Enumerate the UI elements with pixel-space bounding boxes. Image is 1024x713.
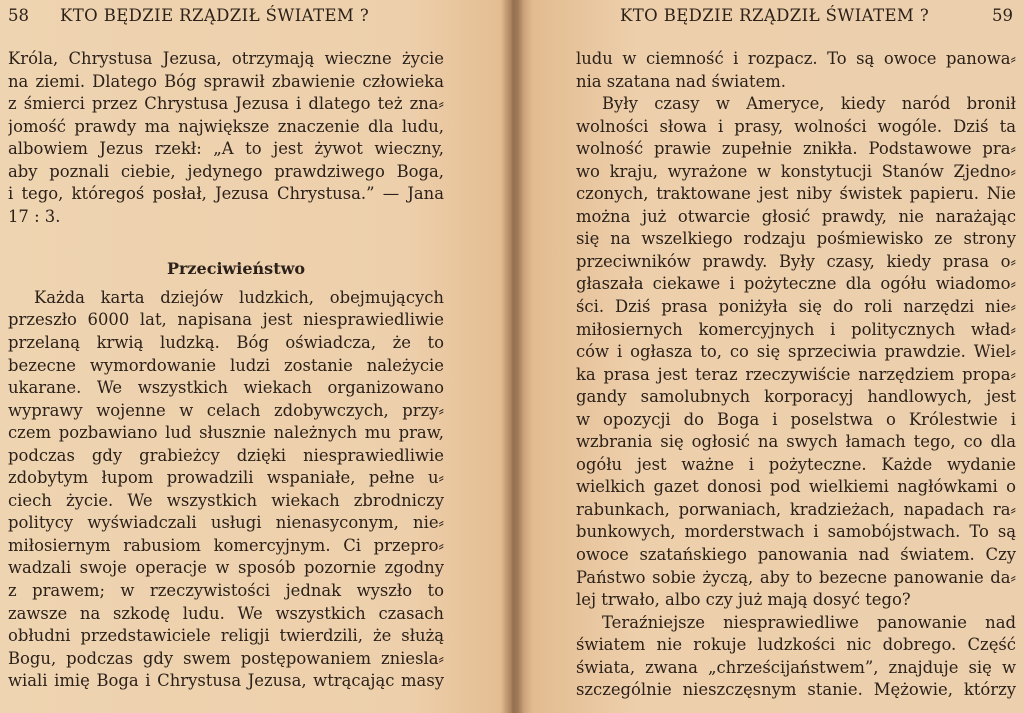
running-head-right: KTO BĘDZIE RZĄDZIŁ ŚWIATEM ? bbox=[620, 6, 930, 25]
right-page-body bbox=[576, 48, 1016, 702]
text-line: Były czasy w Ameryce, kiedy naród bronił bbox=[602, 94, 1016, 114]
text-line: czem pozbawiano lud słusznie należnych mu praw, bbox=[8, 423, 444, 443]
text-line: wiali imię Boga i Chrystusa Jezusa, wtrącając masy bbox=[8, 671, 444, 691]
text-line: przelaną krwią ludzką. Bóg oświadcza, że to bbox=[8, 333, 444, 353]
text-line: i tego, któregoś posłał, Jezusa Chrystusa.” — Jana bbox=[8, 184, 444, 204]
left-paragraph-1 bbox=[8, 48, 444, 228]
text-line: ukarane. We wszystkich wiekach organizowano bbox=[8, 378, 444, 398]
text-line: ka prasa jest teraz rzeczywiście narzędziem propa⸗ bbox=[576, 364, 1016, 384]
text-line: jomość prawdy ma największe znaczenie dla ludu, bbox=[8, 116, 444, 136]
right-paragraph-3 bbox=[576, 612, 1016, 702]
text-line: przeszło 6000 lat, napisana jest niesprawiedliwie bbox=[8, 310, 444, 330]
text-line: ogółu jest ważne i pożyteczne. Każde wydanie bbox=[576, 454, 1016, 474]
text-line: w opozycji do Boga i poselstwa o Królestwie i bbox=[576, 409, 1016, 429]
text-line: bunkowych, morderstwach i samobójstwach. To są bbox=[576, 522, 1016, 542]
right-page bbox=[516, 0, 1024, 713]
text-line: zawsze na szkodę ludu. We wszystkich czasach bbox=[8, 603, 444, 623]
text-line: lej trwało, albo czy już mają dosyć tego? bbox=[576, 590, 911, 610]
text-line: rabunkach, porwaniach, kradzieżach, napadach ra⸗ bbox=[576, 499, 1016, 519]
right-paragraph-1 bbox=[576, 48, 1016, 93]
text-line: wolności słowa i prasy, wolności wogóle. Dziś ta bbox=[576, 116, 1016, 136]
text-line: ców i ogłasza to, co się sprzeciwia prawdzie. Wiel⸗ bbox=[576, 342, 1016, 362]
text-line: bezecne wymordowanie ludzi zostanie należycie bbox=[8, 355, 444, 375]
text-line: miłosiernych komercyjnych i politycznych wład⸗ bbox=[576, 319, 1016, 339]
text-line: można już otwarcie głosić prawdy, nie narażając bbox=[576, 206, 1016, 226]
text-line: wyprawy wojenne w celach zdobywczych, przy⸗ bbox=[8, 400, 444, 420]
text-line: światem nie rokuje ludzkości nic dobrego. Część bbox=[576, 635, 1016, 655]
text-line: aby poznali ciebie, jedynego prawdziwego Boga, bbox=[8, 161, 444, 181]
running-head-left: KTO BĘDZIE RZĄDZIŁ ŚWIATEM ? bbox=[60, 6, 370, 25]
text-line: wielkich gazet donosi pod wielkiemi nagłówkami o bbox=[576, 477, 1016, 497]
text-line: wolność prawie zupełnie znikła. Podstawowe pra⸗ bbox=[576, 139, 1016, 159]
text-line: gandy samolubnych korporacyj handlowych, jest bbox=[576, 387, 1016, 407]
text-line: politycy wyświadczali usługi nienasyconym, nie⸗ bbox=[8, 513, 444, 533]
text-line: Bogu, podczas gdy swem postępowaniem zniesla⸗ bbox=[8, 648, 444, 668]
section-heading: Przeciwieństwo bbox=[166, 258, 306, 278]
right-paragraph-2 bbox=[576, 93, 1016, 612]
text-line: czonych, traktowane jest niby świstek papieru. Nie bbox=[576, 184, 1016, 204]
text-line: miłosiernym rabusiom komercyjnym. Ci przepro⸗ bbox=[8, 535, 444, 555]
text-line: głaszała ciekawe i pożyteczne dla ogółu wiadomo⸗ bbox=[576, 274, 1016, 294]
text-line: wzbrania się ogłosić na swych łamach tego, co dla bbox=[576, 432, 1016, 452]
text-line: z prawem; w rzeczywistości jednak wyszło to bbox=[8, 581, 444, 601]
text-line: nia szatana nad światem. bbox=[576, 71, 787, 91]
spacer bbox=[8, 228, 444, 251]
text-line: podczas gdy grabieżcy dzięki niesprawiedliwie bbox=[8, 445, 444, 465]
text-line: wadzali swoje operacje w sposób pozornie zgodny bbox=[8, 558, 444, 578]
text-line: zdobytym łupom prowadzili wspaniałe, pełne u⸗ bbox=[8, 468, 444, 488]
text-line: obłudni przedstawiciele religji twierdzili, że służą bbox=[8, 626, 444, 646]
text-line: szczególnie nieszczęsnym stanie. Mężowie, którzy bbox=[576, 680, 1016, 700]
text-line: Każda karta dziejów ludzkich, obejmujących bbox=[34, 287, 444, 307]
text-line: Państwo sobie życzą, aby to bezecne panowanie da⸗ bbox=[576, 567, 1016, 587]
text-line: ści. Dziś prasa poniżyła się do roli narzędzi nie⸗ bbox=[576, 297, 1016, 317]
text-line: Króla, Chrystusa Jezusa, otrzymają wieczne życie bbox=[8, 49, 444, 68]
left-page-body bbox=[8, 48, 444, 693]
page-number-left: 58 bbox=[8, 6, 29, 25]
text-line: na ziemi. Dlatego Bóg sprawił zbawienie człowieka bbox=[8, 71, 444, 91]
text-line: 17 : 3. bbox=[8, 206, 61, 226]
left-page bbox=[0, 0, 510, 713]
text-line: ciech życie. We wszystkich wiekach zbrodniczy bbox=[8, 490, 444, 510]
text-line: Teraźniejsze niesprawiedliwe panowanie nad bbox=[602, 612, 1016, 632]
text-line: z śmierci przez Chrystusa Jezusa i dlatego też zna⸗ bbox=[8, 94, 444, 114]
text-line: świata, zwana „chrześcijaństwem”, znajduje się w bbox=[576, 657, 1016, 677]
text-line: owoce szatańskiego panowania nad światem. Czy bbox=[576, 545, 1016, 565]
text-line: się na wszelkiego rodzaju pośmiewisko ze strony bbox=[576, 229, 1016, 249]
text-line: albowiem Jezus rzekł: „A to jest żywot wieczny, bbox=[8, 139, 444, 159]
page-number-right: 59 bbox=[992, 6, 1013, 25]
text-line: przeciwników prawdy. Były czasy, kiedy prasa o⸗ bbox=[576, 251, 1016, 271]
left-paragraph-2 bbox=[8, 287, 444, 693]
text-line: ludu w ciemność i rozpacz. To są owoce panowa⸗ bbox=[576, 49, 1016, 68]
text-line: wo kraju, wyrażone w konstytucji Stanów Zjedno⸗ bbox=[576, 161, 1016, 181]
